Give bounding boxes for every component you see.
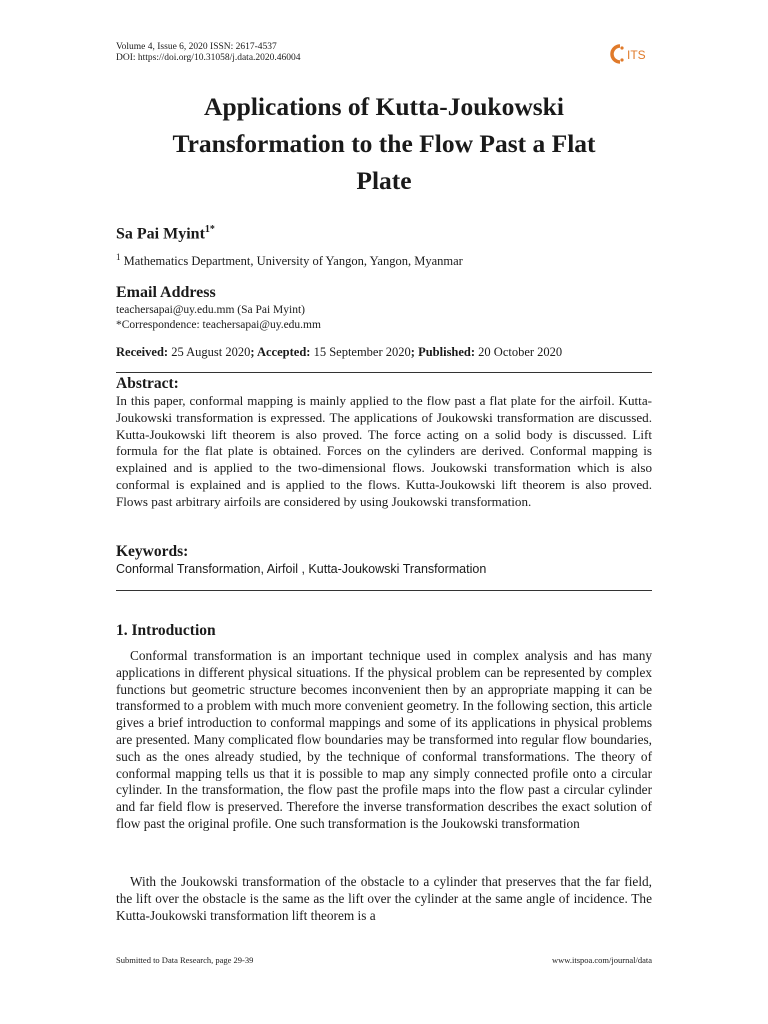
footer-submission: Submitted to Data Research, page 29-39 (116, 955, 254, 965)
footer-journal-url: www.itspoa.com/journal/data (551, 955, 652, 965)
date-separator: ; (250, 345, 257, 359)
email-heading: Email Address (116, 284, 216, 301)
abstract-text: In this paper, conformal mapping is mainly applied to the flow past a flat plate for the airfoil. Kutta-Joukowski transformation is expressed. The applications of Joukowski transformation are discussed. Kutta-Joukowski lift theorem is also proved. The force acting on a solid body is discussed. Lift formula for the flat plate is obtained. Forces on the cylinders are derived. Conformal mapping is explained and is applied to the two-dimensional flows. Joukowski transformation which is also conformal is explained and is applied to the flows. Kutta-Joukowski lift theorem is also proved. Flows past arbitrary airfoils are considered by using Joukowski transformation. (116, 393, 652, 509)
section-heading-introduction: 1. Introduction (116, 622, 216, 639)
accepted-label: Accepted: (256, 345, 311, 359)
doi-line: DOI: https://doi.org/10.31058/j.data.2020.46004 (116, 53, 301, 63)
logo-text: ITS (627, 48, 646, 62)
title-line-3: Plate (356, 166, 412, 195)
introduction-paragraph-1: Conformal transformation is an important technique used in complex analysis and has many applications in different physical situations. If the physical problem can be represented by complex functions but geometric structure becomes inconvenient then by an appropriate mapping it can be transformed to a problem with much more convenient geometry. In the following section, this article gives a brief introduction to conformal mappings and some of its applications in physical problems are presented. Many complicated flow boundaries may be transformed into regular flow boundaries, such as the ones already studied, by the technique of conformal transformations. The theory of conformal mapping tells us that it is possible to map any simply connected profile onto a circular cylinder. In the transformation, the flow past the profile maps into the flow past a circular cylinder and far field flow is preserved. Therefore the inverse transformation describes the exact solution of flow past the original profile. One such transformation is the Joukowski transformation (116, 648, 652, 831)
date-separator: ; (410, 345, 419, 359)
divider-bottom (116, 590, 652, 591)
correspondence-line: *Correspondence: teachersapai@uy.edu.mm (116, 319, 321, 331)
accepted-date: 15 September 2020 (310, 345, 411, 359)
journal-volume-line: Volume 4, Issue 6, 2020 ISSN: 2617-4537 (116, 42, 277, 52)
published-label: Published: (418, 345, 476, 359)
keywords-text: Conformal Transformation, Airfoil , Kutta-Joukowski Transformation (116, 562, 487, 576)
paper-title (100, 88, 668, 199)
title-line-2: Transformation to the Flow Past a Flat (172, 129, 596, 158)
title-line-1: Applications of Kutta-Joukowski (204, 92, 564, 121)
email-block (116, 303, 321, 333)
author-marks: 1* (204, 224, 215, 235)
affiliation-text: Mathematics Department, University of Yangon, Yangon, Myanmar (123, 254, 463, 269)
author-name-text: Sa Pai Myint (116, 225, 205, 243)
divider-top (116, 372, 652, 373)
keywords-heading: Keywords: (116, 543, 189, 560)
published-date: 20 October 2020 (475, 345, 563, 359)
its-logo (610, 44, 660, 64)
journal-header (116, 42, 301, 64)
author-affiliation (116, 252, 463, 269)
received-date: 25 August 2020 (168, 345, 251, 359)
publication-dates (116, 345, 562, 360)
author-name (116, 224, 215, 243)
abstract-heading: Abstract: (116, 375, 179, 392)
email-line-1: teachersapai@uy.edu.mm (Sa Pai Myint) (116, 304, 306, 316)
received-label: Received: (116, 345, 169, 359)
introduction-paragraph-2: With the Joukowski transformation of the obstacle to a cylinder that preserves that the far field, the lift over the obstacle is the same as the lift over the cylinder at the same angle of incidence. The Kutta-Joukowski transformation lift theorem is a (116, 874, 652, 923)
affiliation-mark: 1 (116, 252, 121, 262)
